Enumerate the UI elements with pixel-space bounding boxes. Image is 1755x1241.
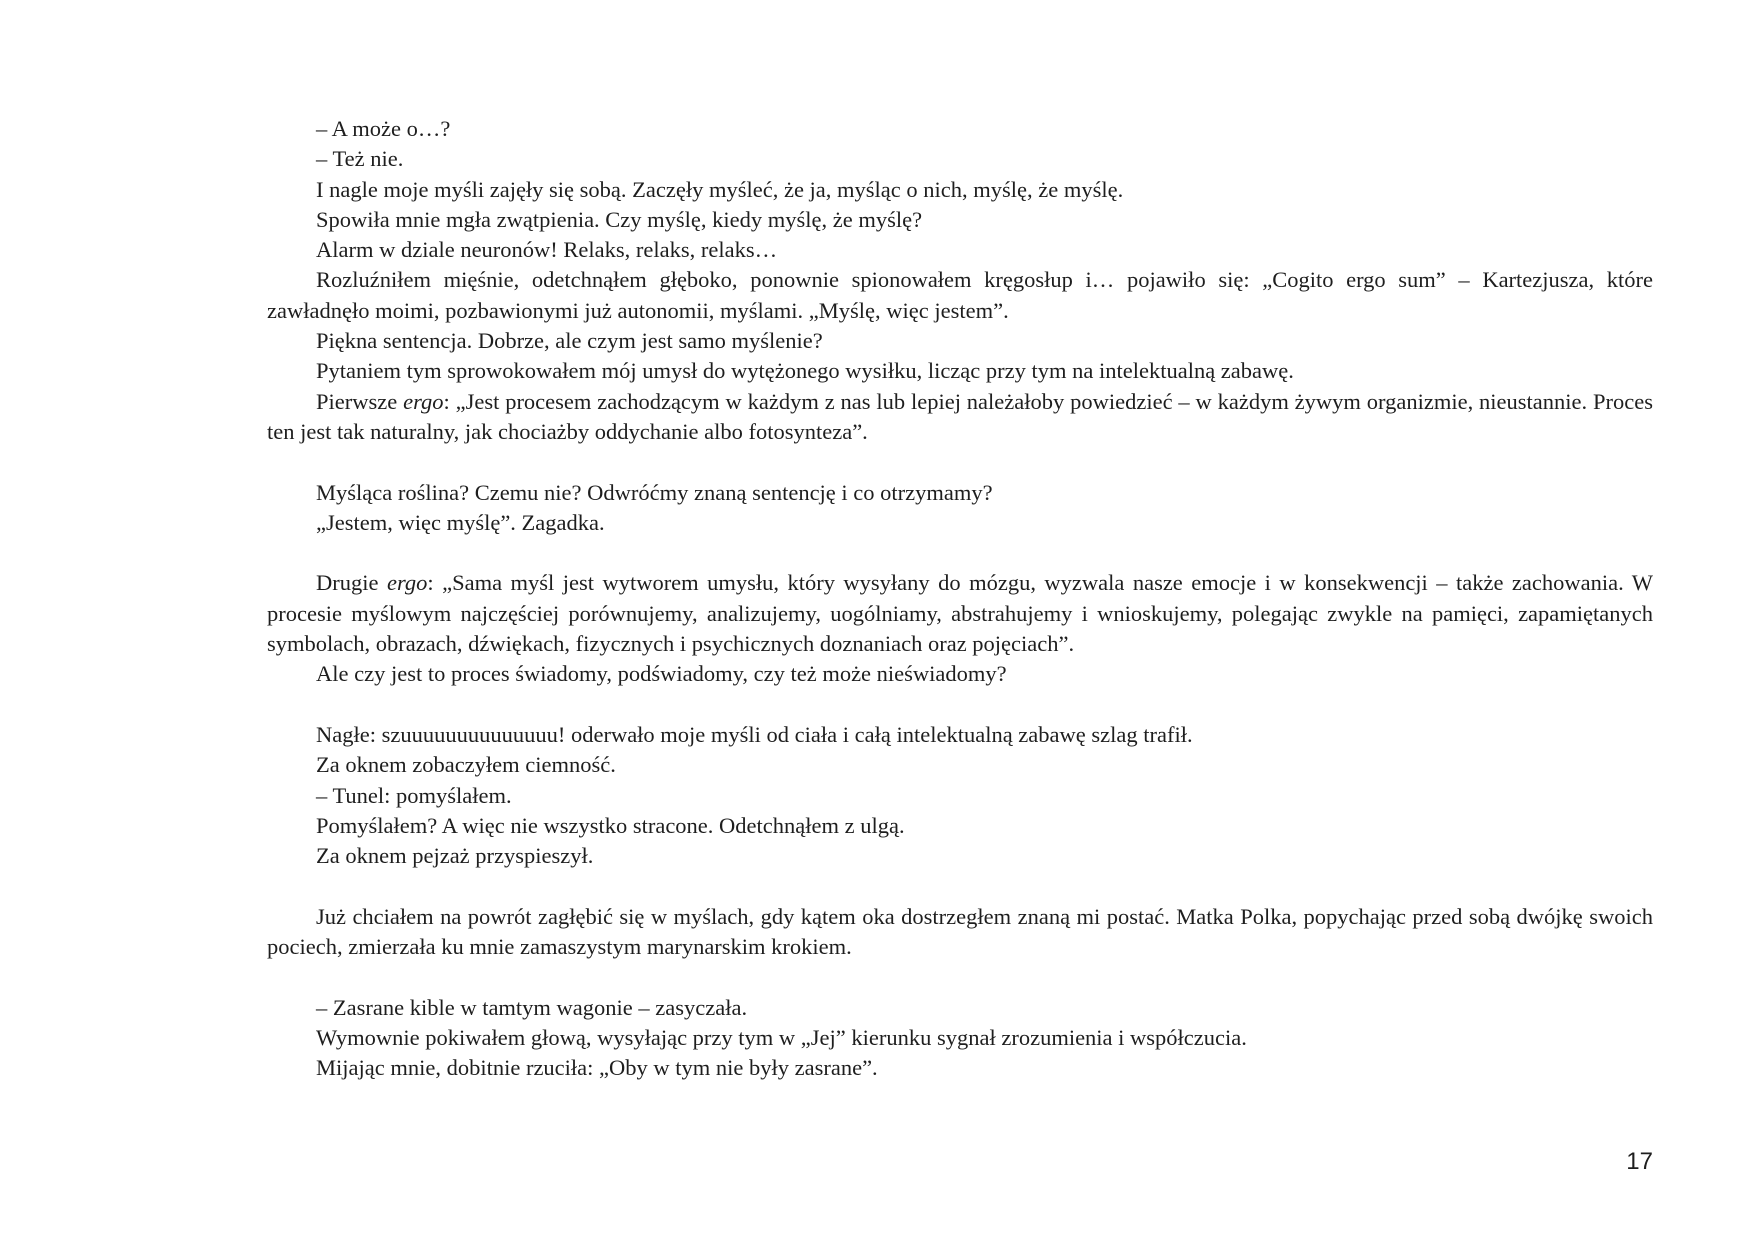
paragraph: Myśląca roślina? Czemu nie? Odwróćmy znaną sentencję i co otrzymamy? (316, 479, 993, 505)
paragraph-first-ergo (267, 387, 1653, 448)
paragraph: „Jestem, więc myślę”. Zagadka. (316, 509, 605, 535)
paragraph: Wymownie pokiwałem głową, wysyłając przy tym w „Jej” kierunku sygnał zrozumienia i współczucia. (316, 1024, 1247, 1050)
paragraph: Mijając mnie, dobitnie rzuciła: „Oby w tym nie były zasrane”. (316, 1055, 878, 1081)
paragraph: Nagłe: szuuuuuuuuuuuuuu! oderwało moje myśli od ciała i całą intelektualną zabawę szlag trafił. (316, 721, 1193, 747)
paragraph: Za oknem pejzaż przyspieszył. (316, 843, 594, 869)
body-text (267, 114, 1653, 1084)
paragraph-text: Pierwsze (316, 388, 404, 414)
paragraph: Pytaniem tym sprowokowałem mój umysł do wytężonego wysiłku, licząc przy tym na intelektualną zabawę. (316, 358, 1294, 384)
paragraph: Już chciałem na powrót zagłębić się w myślach, gdy kątem oka dostrzegłem znaną mi postać. Matka Polka, popychając przed sobą dwójkę swoich pociech, zmierzała ku mnie zamaszystym marynarskim krokiem. (267, 903, 1653, 960)
paragraph: Piękna sentencja. Dobrze, ale czym jest samo myślenie? (316, 328, 823, 354)
paragraph: I nagle moje myśli zajęły się sobą. Zaczęły myśleć, że ja, myśląc o nich, myślę, że myślę. (316, 176, 1124, 202)
paragraph: Ale czy jest to proces świadomy, podświadomy, czy też może nieświadomy? (316, 661, 1007, 687)
paragraph: – Tunel: pomyślałem. (316, 782, 512, 808)
paragraph: – Zasrane kible w tamtym wagonie – zasyczała. (316, 994, 748, 1020)
paragraph-second-ergo (267, 568, 1653, 659)
paragraph-text: : „Sama myśl jest wytworem umysłu, który wysyłany do mózgu, wyzwala nasze emocje i w konsekwencji – także zachowania. W procesie myślowym najczęściej porównujemy, analizujemy, uogólniamy, abstrahujemy i wnioskujemy, polegając zwykle na pamięci, zapamiętanych symbolach, obrazach, dźwiękach, fizycznych i psychicznych doznaniach oraz pojęciach”. (267, 570, 1653, 657)
paragraph: – A może o…? (316, 116, 451, 141)
ergo-italic: ergo (386, 570, 428, 596)
page-number: 17 (1626, 1148, 1653, 1175)
paragraph: – Też nie. (316, 146, 404, 172)
paragraph-text: : „Jest procesem zachodzącym w każdym z nas lub lepiej należałoby powiedzieć – w każdym żywym organizmie, nieustannie. Proces ten jest tak naturalny, jak chociażby oddychanie albo fotosynteza”. (267, 388, 1653, 444)
paragraph: Rozluźniłem mięśnie, odetchnąłem głęboko, ponownie spionowałem kręgosłup i… pojawiło się: „Cogito ergo sum” – Kartezjusza, które zawładnęło moimi, pozbawionymi już autonomii, myślami. „Myślę, więc jestem”. (267, 267, 1653, 323)
paragraph-text: Drugie (316, 570, 387, 596)
paragraph: Spowiła mnie mgła zwątpienia. Czy myślę, kiedy myślę, że myślę? (316, 206, 923, 232)
ergo-italic: ergo (403, 388, 444, 414)
paragraph: Pomyślałem? A więc nie wszystko stracone. Odetchnąłem z ulgą. (316, 812, 905, 838)
paragraph: Alarm w dziale neuronów! Relaks, relaks, relaks… (316, 237, 778, 263)
paragraph: Za oknem zobaczyłem ciemność. (316, 752, 616, 778)
